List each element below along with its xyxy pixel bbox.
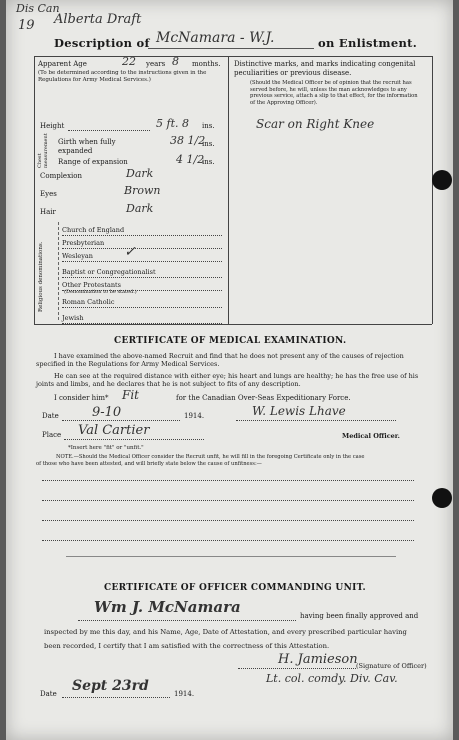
commanding-title: CERTIFICATE OF OFFICER COMMANDING UNIT.	[104, 583, 366, 593]
complexion-label: Complexion	[40, 172, 82, 180]
height-label: Height	[40, 122, 65, 130]
name-line	[148, 48, 314, 49]
months-label: months.	[192, 60, 221, 68]
fit-footnote: *Insert here "fit" or "unfit."	[68, 445, 144, 451]
co-signature: H. Jamieson	[278, 652, 358, 667]
denomination-label: Baptist or Congregationalist	[62, 268, 156, 276]
denomination-label: Other Protestants	[62, 281, 121, 289]
co-date-value: Sept 23rd	[72, 678, 149, 694]
cause-line-2	[42, 500, 414, 501]
denomination-row	[62, 314, 84, 322]
frame-left	[34, 56, 35, 324]
denomination-line	[62, 323, 222, 324]
signature-line	[236, 420, 396, 421]
description-of-label: Description of	[54, 36, 150, 50]
medical-date-line	[62, 420, 180, 421]
cause-line-4	[42, 540, 414, 541]
cause-line-1	[42, 480, 414, 481]
girth-label: Girth when fully expanded	[58, 138, 116, 155]
cause-line-3	[42, 520, 414, 521]
consider-suffix: for the Canadian Over-Seas Expeditionary Force.	[176, 394, 351, 402]
hair-value: Dark	[126, 202, 154, 215]
co-line-3: been recorded, I certify that I am satisfied with the correctness of this Attestation.	[44, 642, 330, 650]
column-divider	[228, 56, 229, 324]
denomination-line	[62, 235, 222, 236]
denomination-line	[62, 261, 222, 262]
co-name-value: Wm J. McNamara	[94, 598, 241, 616]
range-label: Range of expansion	[58, 158, 128, 166]
denomination-label: Wesleyan	[62, 252, 93, 260]
denomination-check-mark: ✓	[124, 244, 136, 260]
height-dots	[68, 130, 150, 131]
denomination-line	[62, 248, 222, 249]
co-year: 1914.	[174, 690, 195, 698]
co-date-label: Date	[40, 690, 57, 698]
height-value: 5 ft. 8	[156, 117, 189, 130]
denomination-label: Church of England	[62, 226, 125, 234]
medical-date-label: Date	[42, 412, 59, 420]
co-line-2: inspected by me this day, and his Name, Age, Date of Attestation, and every prescribed particular having	[44, 628, 407, 636]
top-left-note: Dis Can	[16, 2, 60, 15]
range-value: 4 1/2	[176, 153, 205, 166]
denomination-label: (Denomination to be stated.)	[64, 289, 137, 295]
eyes-value: Brown	[124, 184, 161, 197]
denomination-line	[62, 307, 222, 308]
co-date-line	[62, 697, 170, 698]
place-value: Val Cartier	[78, 423, 150, 438]
range-unit: ins.	[202, 158, 215, 166]
medical-date-value: 9-10	[92, 405, 122, 420]
frame-top	[34, 56, 432, 57]
girth-unit: ins.	[202, 140, 215, 148]
co-line-1: having been finally approved and	[300, 612, 419, 620]
unfit-note: NOTE.—Should the Medical Officer consider the Recruit unfit, he will fill in the foregoing Certificate only in the case of those who have been attested, and will briefly state below the cause of unfitness:—	[36, 454, 365, 467]
on-enlistment-label: on Enlistment.	[318, 36, 418, 50]
top-handwriting: Alberta Draft	[54, 12, 142, 27]
co-signature-line	[238, 668, 356, 669]
medical-para-2: He can see at the required distance with either eye; his heart and lungs are healthy; he has the free use of his joints and limbs, and he declares that he is not subject to fits of any description.	[36, 372, 419, 389]
recruit-name: McNamara - W.J.	[156, 30, 275, 46]
denomination-row	[62, 268, 156, 276]
medical-para-1: I have examined the above-named Recruit and find that he does not present any of the causes of rejection specified in the Regulations for Army Medical Services.	[36, 352, 404, 369]
denomination-label: Presbyterian	[62, 239, 105, 247]
girth-value: 38 1/2	[170, 134, 206, 147]
co-rank-value: Lt. col. comdy. Div. Cav.	[266, 672, 398, 685]
medical-year: 1914.	[184, 412, 205, 420]
denomination-row	[62, 226, 124, 234]
complexion-value: Dark	[126, 167, 154, 180]
denomination-row	[62, 252, 93, 260]
punch-hole-bottom	[432, 488, 452, 508]
height-unit: ins.	[202, 122, 215, 130]
chest-label: Chest measurement	[37, 133, 49, 168]
age-years-value: 22	[122, 55, 136, 68]
co-name-line	[78, 620, 296, 621]
number-prefix: 19	[18, 18, 35, 33]
denomination-line	[62, 277, 222, 278]
place-line	[64, 439, 204, 440]
denomination-label: Roman Catholic	[62, 298, 115, 306]
marks-note: (Should the Medical Officer be of opinion that the recruit has served before, he will, unless the man acknowledges to any previous service, attach a slip to that effect, for the information of the Approving Officer).	[250, 80, 418, 106]
years-label: years	[146, 60, 166, 68]
denomination-row	[62, 239, 104, 247]
apparent-age-label: Apparent Age	[38, 60, 87, 68]
consider-label: I consider him*	[54, 394, 109, 402]
denomination-row	[62, 298, 114, 306]
hair-label: Hair	[40, 208, 56, 216]
medical-officer-label: Medical Officer.	[342, 432, 400, 440]
eyes-label: Eyes	[40, 190, 57, 198]
punch-hole-top	[432, 170, 452, 190]
consider-value: Fit	[122, 388, 139, 402]
attestation-sheet	[6, 0, 453, 740]
frame-bottom	[34, 324, 432, 325]
religion-bracket	[58, 222, 59, 320]
section-divider	[66, 556, 396, 557]
marks-heading: Distinctive marks, and marks indicating congenital peculiarities or previous disease.	[234, 60, 416, 77]
place-label: Place	[42, 431, 62, 439]
co-signature-label: (Signature of Officer)	[356, 662, 427, 670]
medical-title: CERTIFICATE OF MEDICAL EXAMINATION.	[114, 336, 347, 346]
denomination-row	[64, 289, 137, 295]
medical-signature: W. Lewis Lhave	[252, 404, 346, 418]
denomination-row	[62, 281, 121, 289]
age-note: (To be determined according to the instructions given in the Regulations for Army Medical Services.)	[38, 70, 207, 83]
religious-label: Religious denominations.	[38, 241, 44, 312]
frame-right	[432, 56, 433, 324]
age-months-value: 8	[172, 55, 179, 68]
marks-value: Scar on Right Knee	[256, 117, 375, 131]
denomination-label: Jewish	[62, 314, 84, 322]
